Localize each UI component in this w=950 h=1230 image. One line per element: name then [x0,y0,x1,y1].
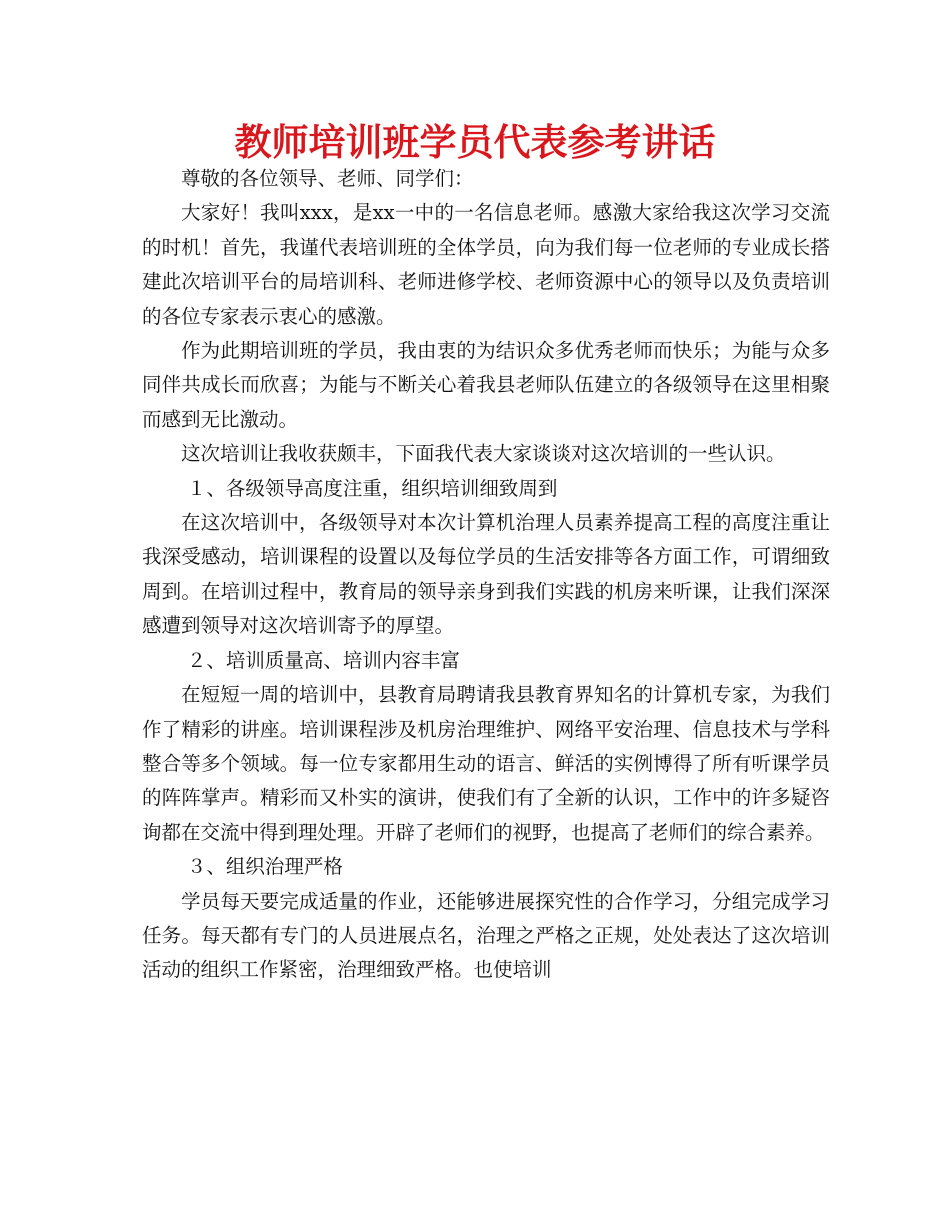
document-body [142,162,830,988]
body-paragraph: 这次培训让我收获颇丰，下面我代表大家谈谈对这次培训的一些认识。 [181,442,786,466]
body-paragraph: 大家好！我叫xxx，是xx一中的一名信息老师。感激大家给我这次学习交流的时机！首先，我谨代表培训班的全体学员，向为我们每一位老师的专业成长搭建此次培训平台的局培训科、老师进修学校、老师资源中心的领导以及负责培训的各位专家表示衷心的感激。 [142,201,830,328]
section-heading: ３、组织治理严格 [186,855,343,879]
body-paragraph: 在这次培训中，各级领导对本次计算机治理人员素养提高工程的高度注重让我深受感动，培训课程的设置以及每位学员的生活安排等各方面工作，可谓细致周到。在培训过程中，教育局的领导亲身到我们实践的机房来听课，让我们深深感遭到领导对这次培训寄予的厚望。 [142,511,830,638]
salutation: 尊敬的各位领导、老师、同学们： [181,167,474,190]
section-heading: ２、培训质量高、培训内容丰富 [186,648,460,672]
document-title: 教师培训班学员代表参考讲话 [234,121,716,164]
body-paragraph: 在短短一周的培训中，县教育局聘请我县教育界知名的计算机专家，为我们作了精彩的讲座。培训课程涉及机房治理维护、网络平安治理、信息技术与学科整合等多个领域。每一位专家都用生动的语言、鲜活的实例博得了所有听课学员的阵阵掌声。精彩而又朴实的演讲，使我们有了全新的认识，工作中的许多疑咨询都在交流中得到理处理。开辟了老师们的视野，也提高了老师们的综合素养。 [142,683,830,844]
body-paragraph: 作为此期培训班的学员，我由衷的为结识众多优秀老师而快乐；为能与众多同伴共成长而欣喜；为能与不断关心着我县老师队伍建立的各级领导在这里相聚而感到无比激动。 [142,339,830,431]
body-paragraph: 学员每天要完成适量的作业，还能够进展探究性的合作学习，分组完成学习任务。每天都有专门的人员进展点名，治理之严格之正规，处处表达了这次培训活动的组织工作紧密，治理细致严格。也使培训 [142,889,830,982]
section-heading: １、各级领导高度注重，组织培训细致周到 [186,476,558,500]
